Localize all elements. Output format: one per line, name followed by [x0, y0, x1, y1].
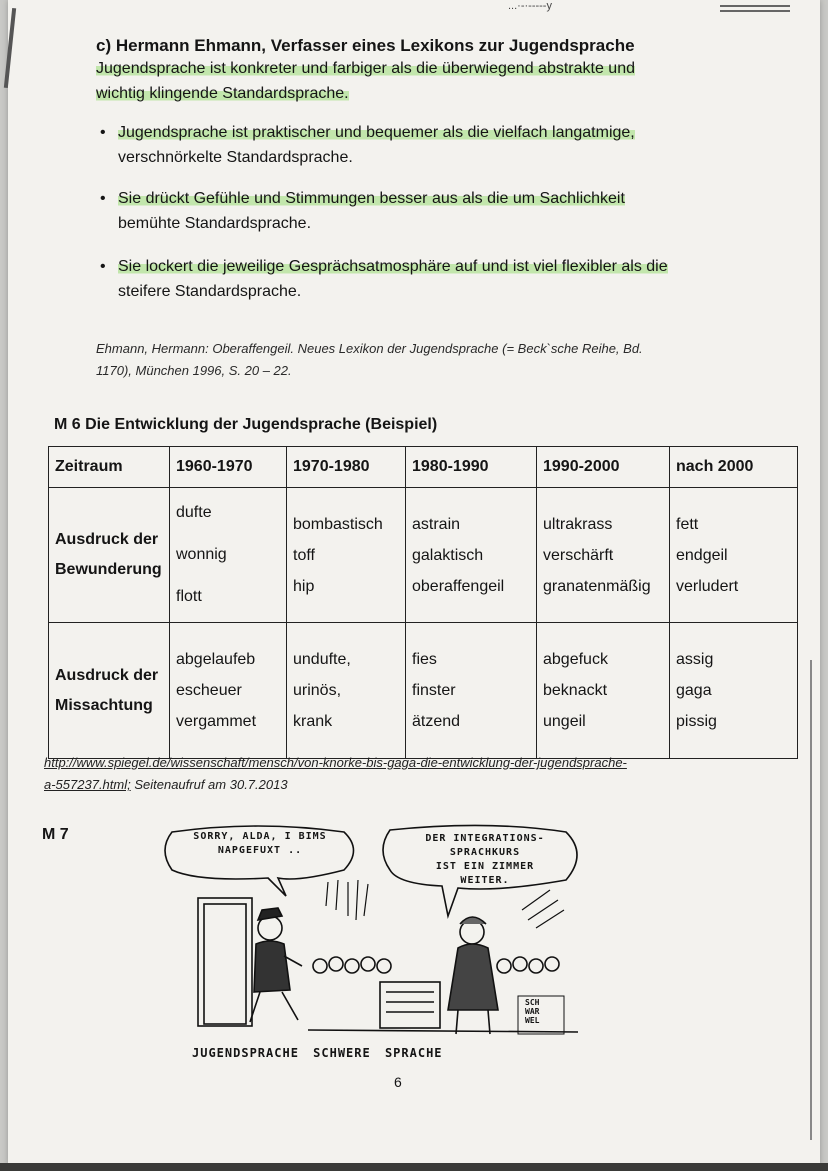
m7-label: M 7 — [42, 826, 69, 843]
table-row — [49, 488, 798, 623]
word: gaga — [676, 682, 712, 699]
bullet-line-1: Sie lockert die jeweilige Gesprächsatmosphäre auf und ist viel flexibler als die — [118, 258, 668, 275]
source-link-continued[interactable]: a-557237.html; — [44, 777, 131, 792]
header-cell: nach 2000 — [670, 447, 798, 488]
table-header-row — [49, 447, 798, 488]
table-row — [49, 623, 798, 759]
word: ungeil — [543, 713, 586, 730]
table-cell — [670, 488, 798, 623]
student-heads — [313, 957, 559, 973]
word: toff — [293, 546, 315, 564]
signature-line: WEL — [525, 1016, 540, 1025]
page-edge-line — [810, 660, 812, 1140]
word: abgefuck — [543, 651, 608, 668]
table-cell — [287, 623, 406, 759]
youth-cap — [258, 908, 282, 920]
intro-line-1: Jugendsprache ist konkreter und farbiger als die überwiegend abstrakte und — [96, 60, 635, 77]
header-cell: 1960-1970 — [170, 447, 287, 488]
row-label-line-2: Bewunderung — [55, 561, 162, 578]
word: pissig — [676, 713, 717, 730]
bullet-dot-icon: • — [100, 190, 106, 207]
word: astrain — [412, 515, 461, 533]
table-cell — [406, 623, 537, 759]
door-panel — [204, 904, 246, 1024]
youth-body — [254, 941, 290, 992]
word: urinös, — [293, 682, 342, 699]
bullet-item — [96, 120, 706, 170]
word: flott — [176, 588, 202, 605]
word: granatenmäßig — [543, 577, 651, 595]
bullet-dot-icon: • — [100, 258, 106, 275]
word: finster — [412, 682, 456, 699]
signature-line: SCH — [525, 998, 540, 1007]
top-scribble: ...·-·-----y — [508, 0, 552, 12]
bullet-dot-icon: • — [100, 124, 106, 141]
bullet-line-1: Sie drückt Gefühle und Stimmungen besser aus als die um Sachlichkeit — [118, 190, 625, 207]
table-cell — [406, 488, 537, 623]
word: galaktisch — [412, 546, 484, 564]
word: undufte, — [293, 651, 351, 668]
bubble-line: SORRY, ALDA, I BIMS — [193, 831, 327, 842]
desk — [380, 982, 440, 1028]
header-cell: 1980-1990 — [406, 447, 537, 488]
word: dufte — [176, 504, 212, 521]
cartoonist-signature — [525, 998, 561, 1025]
word: vergammet — [176, 713, 257, 730]
section-c-heading: c) Hermann Ehmann, Verfasser eines Lexikons zur Jugendsprache — [96, 36, 635, 55]
door-frame — [198, 898, 252, 1026]
bubble-line: WEITER. — [460, 875, 510, 886]
page-number: 6 — [394, 1074, 402, 1090]
source-reference — [44, 752, 627, 796]
bubble-line: SPRACHKURS — [449, 847, 521, 858]
intro-line-2: wichtig klingende Standardsprache. — [96, 85, 349, 102]
word: wonnig — [176, 546, 227, 563]
citation-line-2: 1170), München 1996, S. 20 – 22. — [96, 363, 292, 378]
signature-line: WAR — [525, 1007, 540, 1016]
row-label-line-2: Missachtung — [55, 696, 153, 714]
intro-paragraph — [96, 56, 706, 106]
header-cell: Zeitraum — [49, 447, 170, 488]
bullet-line-1: Jugendsprache ist praktischer und bequemer als die vielfach langatmige, — [118, 124, 635, 141]
table-cell — [537, 488, 670, 623]
row-label — [49, 488, 170, 623]
source-access-date: Seitenaufruf am 30.7.2013 — [130, 777, 288, 792]
table-cell — [170, 623, 287, 759]
word: assig — [676, 651, 714, 668]
source-link[interactable]: http://www.spiegel.de/wissenschaft/mensch/von-knorke-bis-gaga-die-entwicklung-der-jugendsprache- — [44, 755, 627, 770]
youth-legs — [250, 992, 298, 1022]
bullet-line-2: verschnörkelte Standardsprache. — [118, 149, 353, 166]
teacher-body — [448, 944, 498, 1010]
m6-title: M 6 Die Entwicklung der Jugendsprache (Beispiel) — [54, 416, 438, 433]
word: abgelaufeb — [176, 651, 256, 668]
row-label-line-1: Ausdruck der — [55, 531, 159, 548]
cartoon-caption: JUGENDSPRACHE SCHWERE SPRACHE — [192, 1046, 443, 1060]
word: beknackt — [543, 682, 608, 699]
row-label — [49, 623, 170, 759]
table-cell — [670, 623, 798, 759]
bubble-line: IST EIN ZIMMER — [435, 861, 535, 872]
vocabulary-table — [48, 446, 798, 759]
word: verludert — [676, 577, 739, 595]
word: hip — [293, 577, 315, 595]
speech-bubble-right-text — [400, 832, 570, 888]
bubble-line: NAPGEFUXT .. — [217, 845, 303, 856]
word: escheuer — [176, 682, 242, 699]
word: krank — [293, 713, 333, 730]
word: fies — [412, 651, 437, 668]
row-label-line-1: Ausdruck der — [55, 666, 159, 684]
bullet-item — [96, 186, 706, 236]
word: fett — [676, 515, 699, 533]
bullet-line-2: steifere Standardsprache. — [118, 283, 302, 300]
table-cell — [537, 623, 670, 759]
header-cell: 1990-2000 — [537, 447, 670, 488]
bubble-line: DER INTEGRATIONS- — [425, 833, 545, 844]
bullet-item — [96, 254, 706, 304]
word: oberaffengeil — [412, 577, 505, 595]
word: verschärft — [543, 546, 614, 564]
citation — [96, 338, 716, 382]
word: ätzend — [412, 713, 461, 730]
document-page — [8, 0, 820, 1165]
word: endgeil — [676, 546, 728, 564]
word: bombastisch — [293, 515, 383, 533]
word: ultrakrass — [543, 515, 613, 533]
speech-bubble-left-text — [180, 830, 340, 858]
bullet-line-2: bemühte Standardsprache. — [118, 215, 312, 232]
citation-line-1: Ehmann, Hermann: Oberaffengeil. Neues Lexikon der Jugendsprache (= Beck`sche Reihe, Bd. — [96, 341, 643, 356]
table-cell — [170, 488, 287, 623]
top-rule — [720, 2, 790, 15]
bottom-shadow — [0, 1163, 828, 1171]
table-cell — [287, 488, 406, 623]
header-cell: 1970-1980 — [287, 447, 406, 488]
